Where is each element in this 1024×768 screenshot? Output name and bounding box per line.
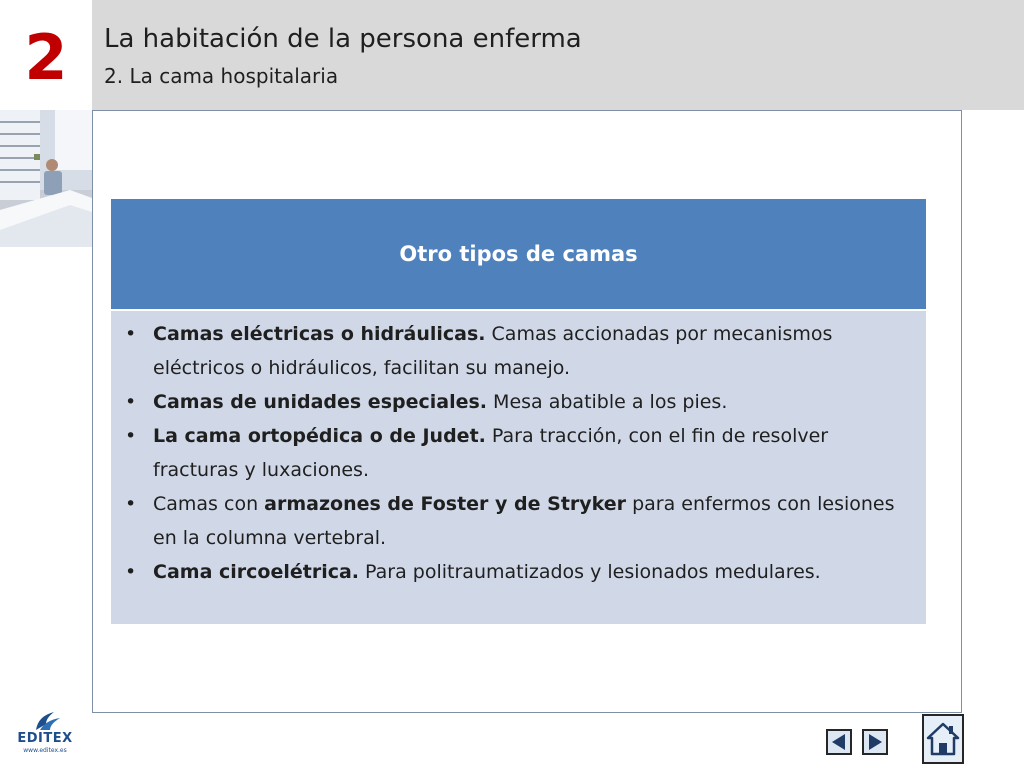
next-button[interactable]: [862, 729, 888, 755]
hospital-room-photo: [0, 110, 92, 247]
list-item-text: Para politraumatizados y lesionados medulares.: [359, 561, 821, 583]
editex-logo-mark-icon: [16, 710, 74, 732]
list-item-text: Para tracción, con el fin de resolver fracturas y luxaciones.: [153, 425, 829, 481]
list-item-text: Camas con: [153, 493, 265, 515]
list-item-bold-text: La cama ortopédica o de Judet.: [153, 425, 486, 447]
list-item-text: Mesa abatible a los pies.: [487, 391, 728, 413]
list-item-bold-text: Camas eléctricas o hidráulicas.: [153, 323, 486, 345]
bed-types-list: [119, 317, 916, 589]
bullet-icon: •: [125, 425, 137, 447]
home-icon: [924, 716, 962, 762]
list-item: [119, 317, 916, 385]
list-item-text: Camas accionadas por mecanismos eléctricos o hidráulicos, facilitan su manejo.: [153, 323, 833, 379]
page-title: La habitación de la persona enferma: [104, 24, 582, 54]
editex-brand: EDITEX: [17, 731, 73, 746]
triangle-right-icon: [864, 731, 886, 753]
home-button[interactable]: [922, 714, 964, 764]
list-item: [119, 419, 916, 487]
editex-url: www.editex.es: [23, 747, 67, 754]
list-item: [119, 385, 916, 419]
triangle-left-icon: [828, 731, 850, 753]
editex-logo: [16, 710, 74, 758]
list-item: [119, 487, 916, 555]
page-subtitle: 2. La cama hospitalaria: [104, 64, 339, 88]
bullet-icon: •: [125, 493, 137, 515]
chapter-number: 2: [24, 21, 68, 94]
bullet-icon: •: [125, 391, 137, 413]
list-item: [119, 555, 916, 589]
table-heading: Otro tipos de camas: [111, 199, 926, 309]
bullet-icon: •: [125, 561, 137, 583]
table-body: [111, 311, 926, 624]
hospital-room-illustration: [0, 110, 92, 247]
list-item-bold-text: armazones de Foster y de Stryker: [264, 493, 627, 515]
previous-button[interactable]: [826, 729, 852, 755]
bullet-icon: •: [125, 323, 137, 345]
list-item-bold-text: Cama circoelétrica.: [153, 561, 360, 583]
list-item-bold-text: Camas de unidades especiales.: [153, 391, 488, 413]
list-item-text: para enfermos con lesiones en la columna vertebral.: [153, 493, 895, 549]
